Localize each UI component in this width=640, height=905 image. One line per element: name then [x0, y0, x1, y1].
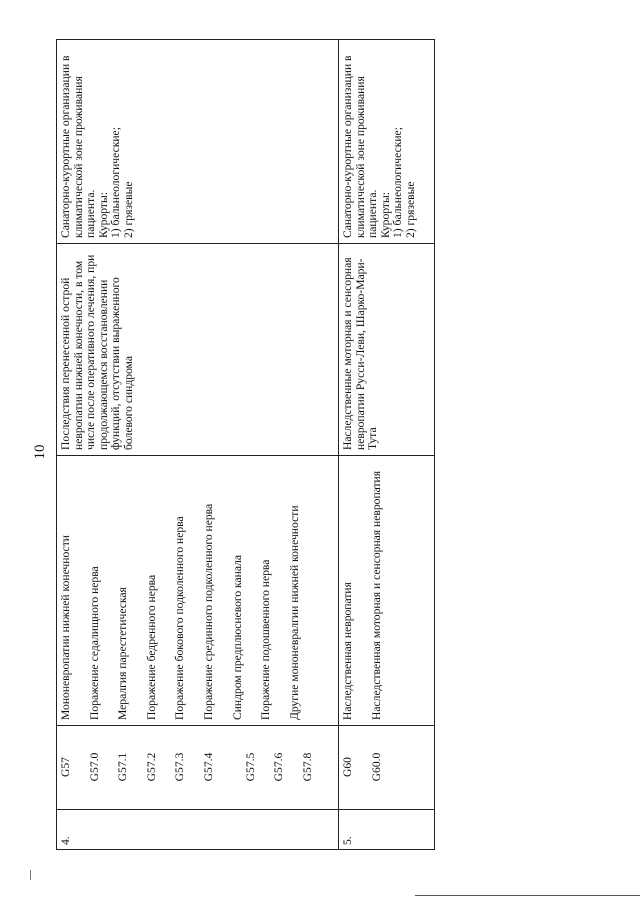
- icd-code: G60: [341, 757, 354, 777]
- table-row: [57, 40, 339, 850]
- icd-code: G57.2: [144, 752, 158, 782]
- resort-text: Санаторно-курортные организации в климатической зоне проживания пациента.: [341, 55, 380, 238]
- table-row: [339, 40, 435, 850]
- diagnosis-name: Поражение срединного подколенного нерва: [201, 503, 215, 720]
- icd-code: G57.6: [272, 752, 286, 782]
- resort-text: 1) бальнеологические;: [109, 127, 123, 238]
- resort-text: 1) бальнеологические;: [391, 127, 405, 238]
- row-number: 4.: [57, 810, 339, 850]
- diagnosis-name: Мералгия парестетическая: [116, 587, 130, 720]
- resort-text: Курорты:: [378, 192, 392, 238]
- icd-code: G57.3: [173, 752, 187, 782]
- description-cell: Наследственные моторная и сенсорная невропатии Русси-Леви, Шарко-Мари-Тута: [339, 244, 435, 456]
- diagnosis-name: Поражение бокового подколенного нерва: [173, 516, 187, 720]
- diagnosis-cell: [339, 456, 435, 726]
- diagnosis-name: Поражение седалищного нерва: [87, 566, 101, 720]
- icd-code: G57.4: [201, 752, 215, 782]
- scan-edge-line: [415, 895, 640, 896]
- diagnosis-name: Мононевропатии нижней конечности: [59, 535, 72, 720]
- icd-code: G57: [59, 757, 72, 777]
- resort-text: 2) грязевые: [403, 181, 417, 238]
- scan-edge-mark: [30, 870, 31, 880]
- diagnosis-cell: [57, 456, 339, 726]
- code-cell: [339, 726, 435, 810]
- disease-table: [56, 39, 435, 850]
- row-number: 5.: [339, 810, 435, 850]
- diagnosis-name: Наследственная моторная и сенсорная невропатия: [369, 470, 383, 720]
- resort-text: Санаторно-курортные организации в климатической зоне проживания пациента.: [59, 55, 98, 238]
- diagnosis-name: Поражение бедренного нерва: [144, 574, 158, 720]
- resort-text: 2) грязевые: [121, 181, 135, 238]
- diagnosis-name: Поражение подошвенного нерва: [259, 559, 273, 720]
- table-sheet: [56, 40, 437, 850]
- page-number: 10: [32, 444, 48, 460]
- resorts-cell: [339, 40, 435, 244]
- resort-text: Курорты:: [96, 192, 110, 238]
- diagnosis-name: Синдром предплюсневого канала: [230, 554, 244, 720]
- diagnosis-name: Другие мононевралгии нижней конечности: [287, 505, 301, 720]
- rotated-table-area: [56, 40, 437, 850]
- icd-code: G57.1: [116, 752, 130, 782]
- icd-code: G57.8: [300, 752, 314, 782]
- diagnosis-name: Наследственная невропатия: [341, 582, 354, 720]
- icd-code: G60.0: [369, 752, 383, 782]
- description-cell: Последствия перенесенной острой невропатии нижней конечности, в том числе после оперативного лечения, при продолжающемся восстановлении функций, отсутствии выраженного болевого синдрома: [57, 244, 339, 456]
- icd-code: G57.0: [87, 752, 101, 782]
- resorts-cell: [57, 40, 339, 244]
- code-cell: [57, 726, 339, 810]
- icd-code: G57.5: [243, 752, 257, 782]
